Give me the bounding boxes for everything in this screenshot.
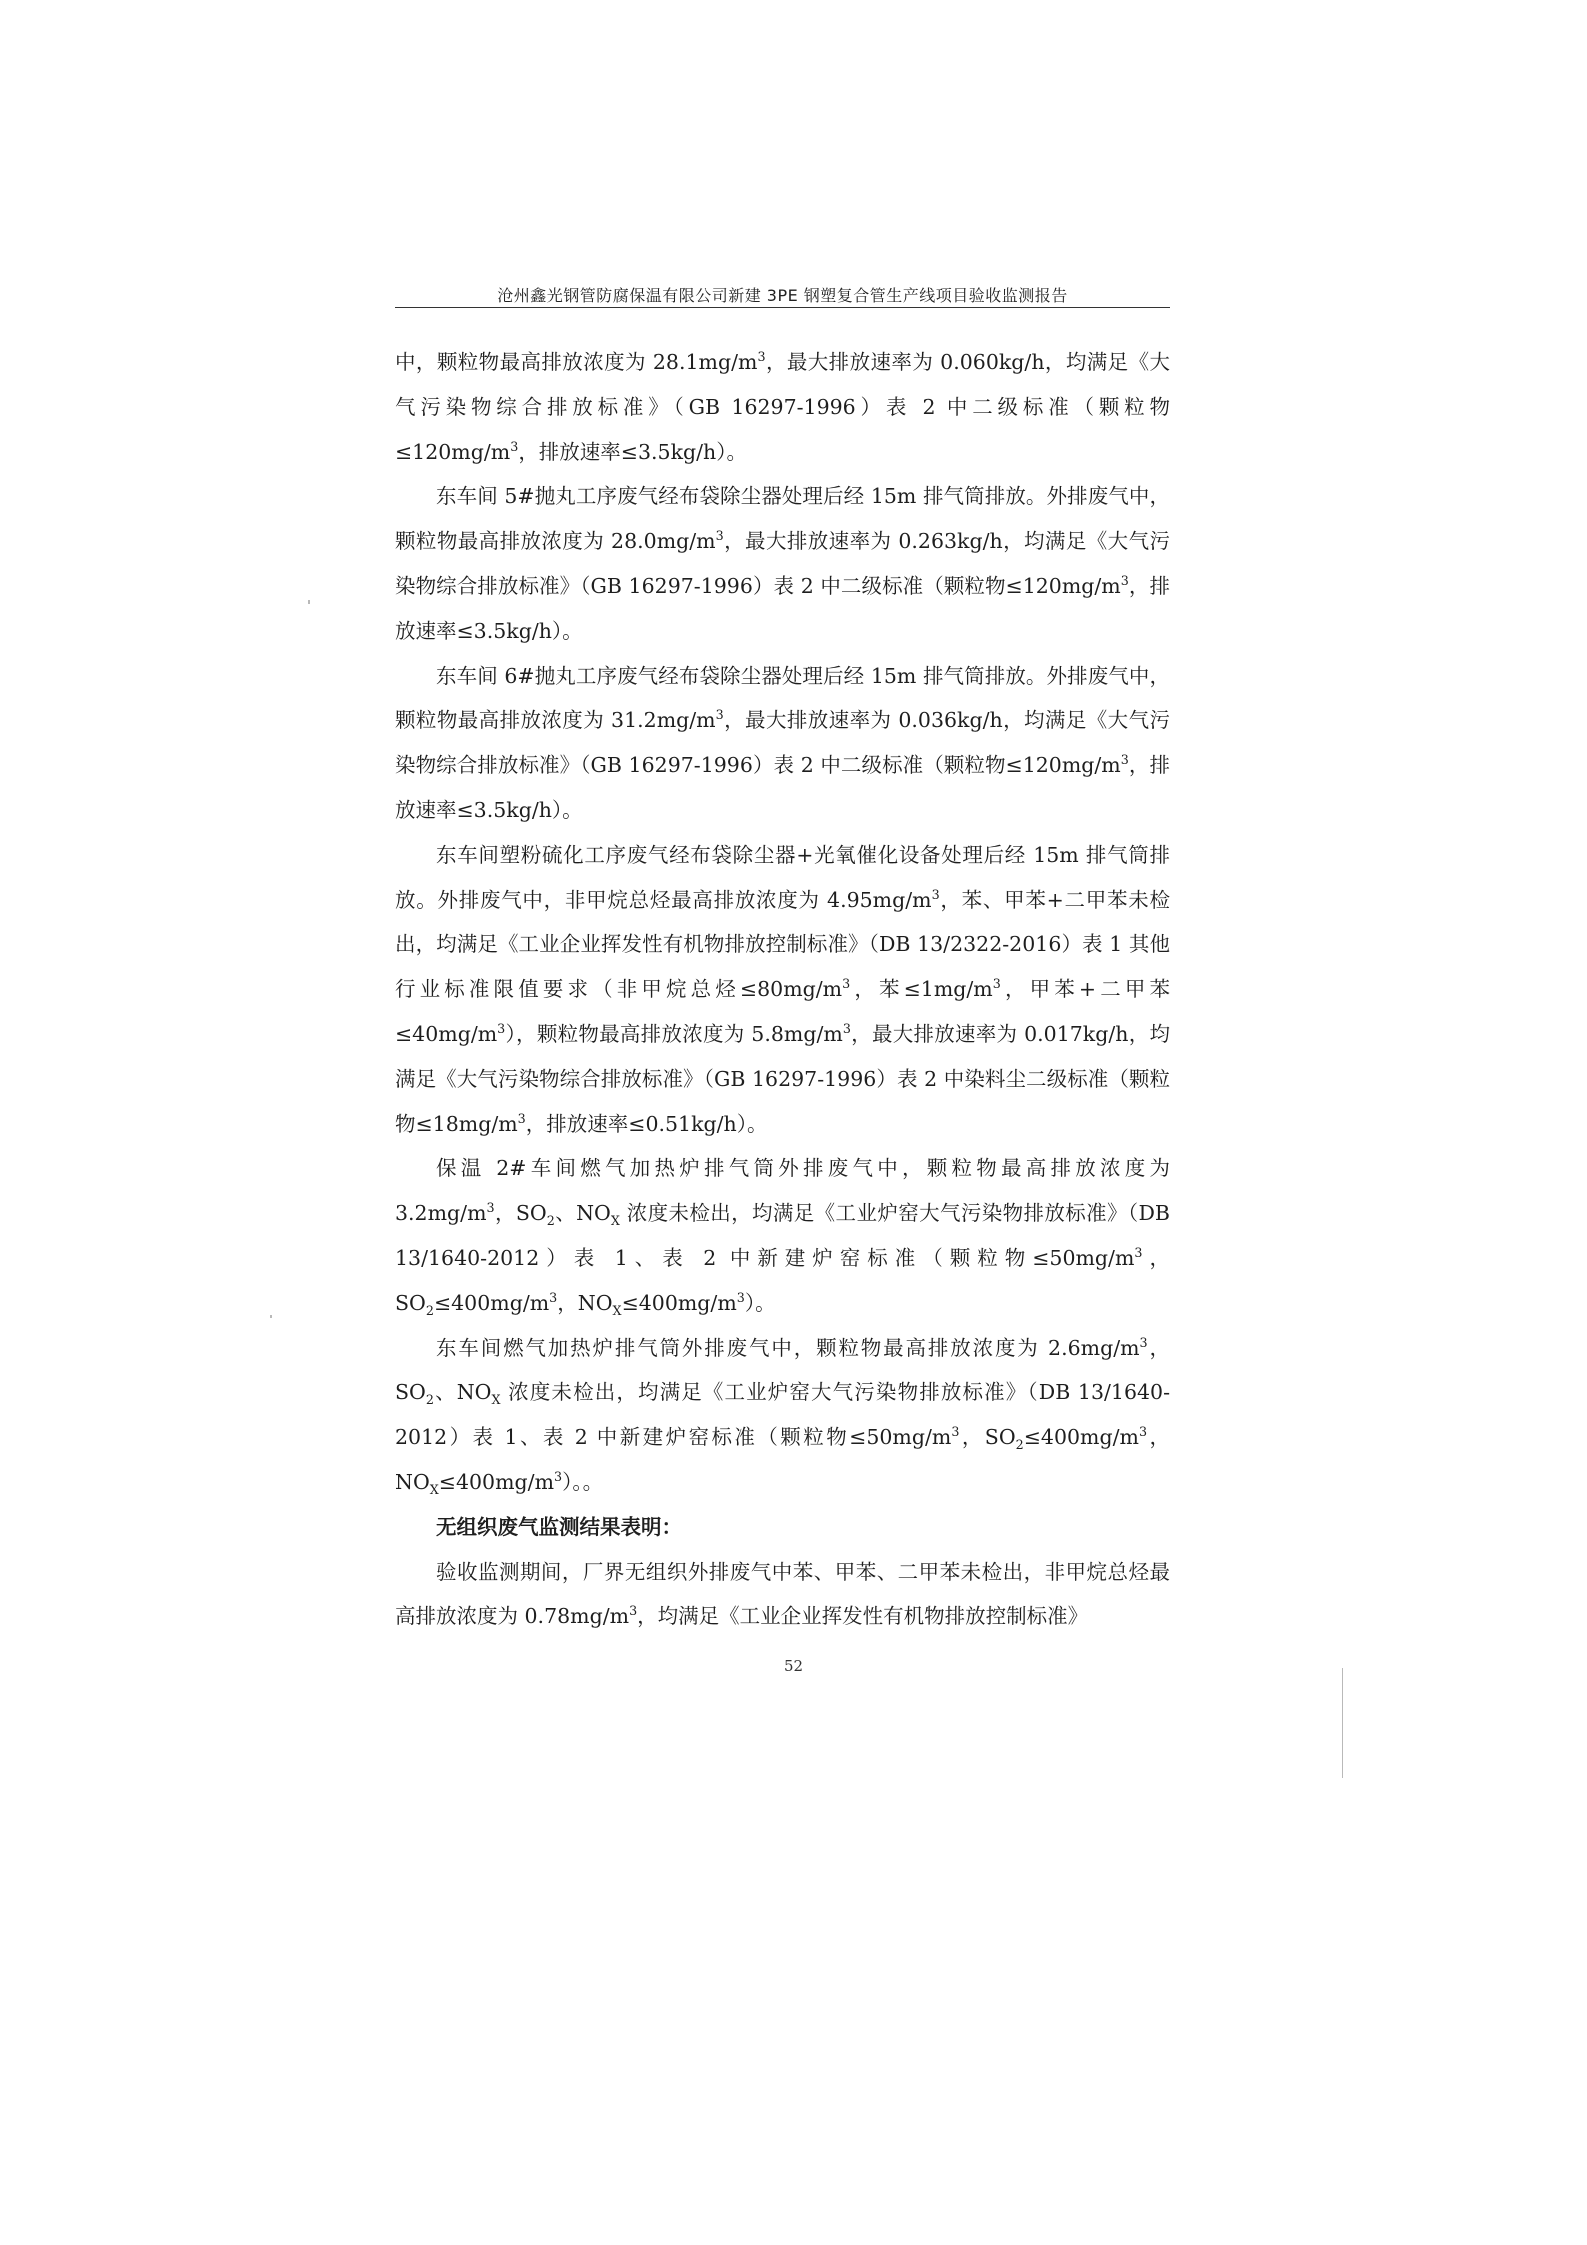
paragraph-1: 中，颗粒物最高排放浓度为 $28.1mg/m^3$，最大排放速率为 0.060kg/h，均满足《大气污染物综合排放标准》（GB 16297-1996）表 2 中二级标准（颗粒物$\le 120mg/m^3$，排放速率≤3.5kg/h）。 (395, 349, 1170, 464)
scan-mark-left-1 (308, 600, 310, 604)
running-header: 沧州鑫光钢管防腐保温有限公司新建 3PE 钢塑复合管生产线项目验收监测报告 (497, 286, 1068, 305)
scan-mark-left-2 (270, 1315, 272, 1318)
paragraph-7: 验收监测期间，厂界无组织外排废气中苯、甲苯、二甲苯未检出，非甲烷总烃最高排放浓度为 $0.78mg/m^3$，均满足《工业企业挥发性有机物排放控制标准》 (395, 1559, 1170, 1629)
paragraph-5: 保温 2#车间燃气加热炉排气筒外排废气中，颗粒物最高排放浓度为 $3.2mg/m^3$，$SO_2$、$NO_X$ 浓度未检出，均满足《工业炉窑大气污染物排放标准》（DB 13/1640-2012）表 1、表 2 中新建炉窑标准（颗粒物$\le 50mg/m^3$，$SO_2\le 400mg/m^3$，$NO_X\le 400mg/m^3$）。 (395, 1156, 1170, 1318)
paragraph-4: 东车间塑粉硫化工序废气经布袋除尘器+光氧催化设备处理后经 15m 排气筒排放。外排废气中，非甲烷总烃最高排放浓度为 $4.95mg/m^3$，苯、甲苯+二甲苯未检出，均满足《工业企业挥发性有机物排放控制标准》（DB 13/2322-2016）表 1 其他行业标准限值要求（非甲烷总烃$\le 80mg/m^3$，苯$\le 1mg/m^3$，甲苯+二甲苯$\le 40mg/m^3$），颗粒物最高排放浓度为 $5.8mg/m^3$，最大排放速率为 0.017kg/h，均满足《大气污染物综合排放标准》（GB 16297-1996）表 2 中染料尘二级标准（颗粒物$\le 18mg/m^3$，排放速率≤0.51kg/h）。 (395, 842, 1170, 1136)
paragraph-3: 东车间 6#抛丸工序废气经布袋除尘器处理后经 15m 排气筒排放。外排废气中，颗粒物最高排放浓度为 $31.2mg/m^3$，最大排放速率为 0.036kg/h，均满足《大气污染物综合排放标准》（GB 16297-1996）表 2 中二级标准（颗粒物$\le 120mg/m^3$，排放速率≤3.5kg/h）。 (395, 663, 1170, 822)
body-text (395, 340, 1170, 1639)
paragraph-2: 东车间 5#抛丸工序废气经布袋除尘器处理后经 15m 排气筒排放。外排废气中，颗粒物最高排放浓度为 $28.0mg/m^3$，最大排放速率为 0.263kg/h，均满足《大气污染物综合排放标准》（GB 16297-1996）表 2 中二级标准（颗粒物$\le 120mg/m^3$，排放速率≤3.5kg/h）。 (395, 484, 1170, 643)
paragraph-6: 东车间燃气加热炉排气筒外排废气中，颗粒物最高排放浓度为 $2.6mg/m^3$，$SO_2$、$NO_X$ 浓度未检出，均满足《工业炉窑大气污染物排放标准》（DB 13/1640-2012）表 1、表 2 中新建炉窑标准（颗粒物$\le 50mg/m^3$，$SO_2\le 400mg/m^3$，$NO_X\le 400mg/m^3$）。。 (395, 1334, 1170, 1498)
page-number: 52 (783, 1657, 804, 1675)
section-heading: 无组织废气监测结果表明： (436, 1514, 682, 1539)
scan-mark-right (1342, 1668, 1343, 1778)
header-rule (395, 307, 1170, 308)
